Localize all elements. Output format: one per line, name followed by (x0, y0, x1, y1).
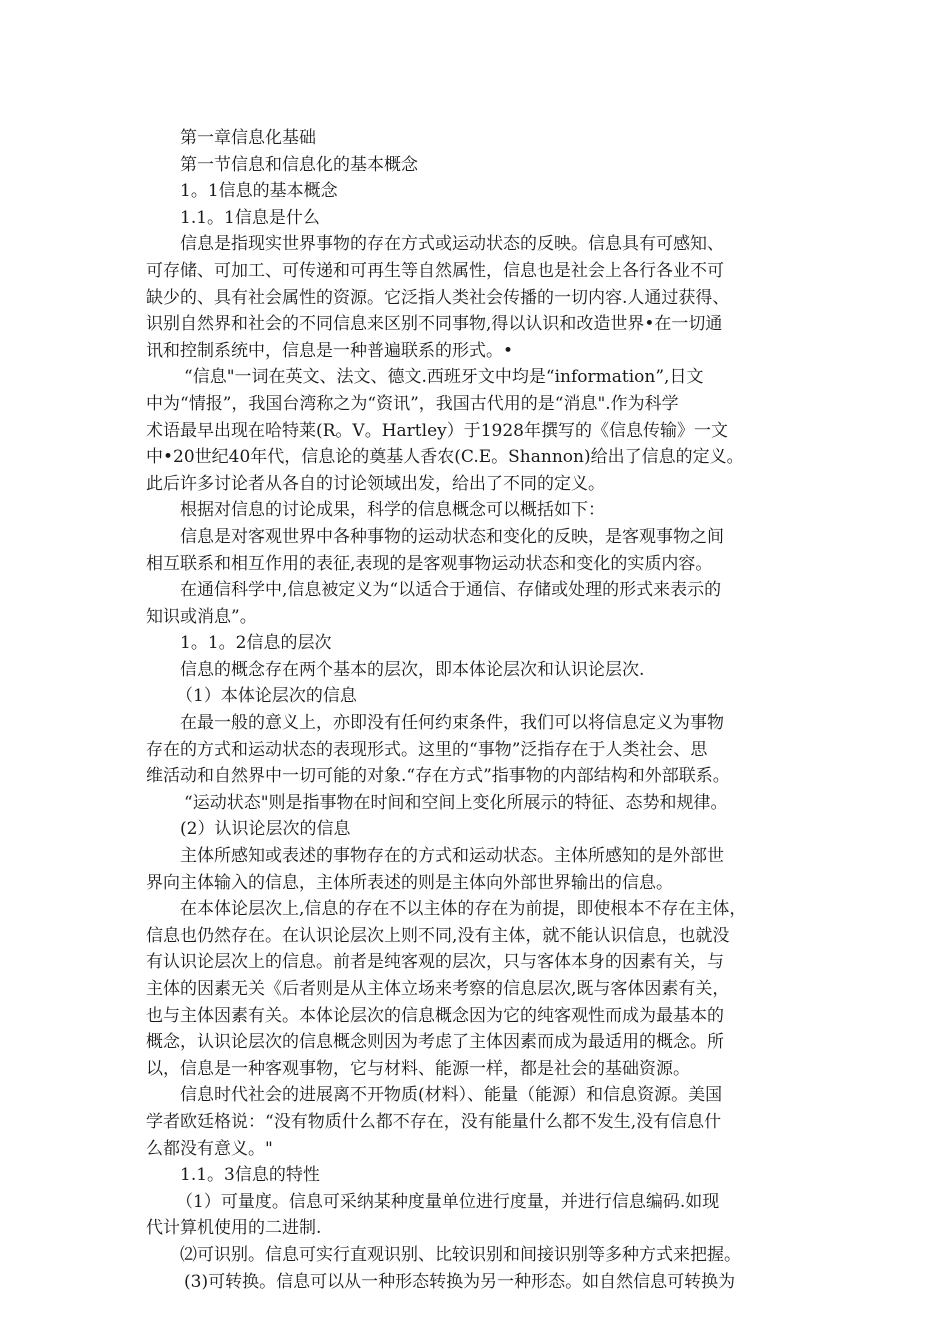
paragraph-line: 主体所感知或表述的事物存在的方式和运动状态。主体所感知的是外部世 (180, 846, 724, 867)
list-heading: （1）本体论层次的信息 (176, 686, 357, 707)
paragraph-line: 信息也仍然存在。在认识论层次上则不同,没有主体，就不能认识信息，也就没 (146, 925, 730, 946)
paragraph-line: 在通信科学中,信息被定义为“以适合于通信、存储或处理的形式来表示的 (180, 580, 722, 601)
paragraph-line: 可存储、可加工、可传递和可再生等自然属性，信息也是社会上各行各业不可 (146, 260, 724, 281)
paragraph-line: 学者欧廷格说：“没有物质什么都不存在，没有能量什么都不发生,没有信息什 (146, 1111, 722, 1132)
paragraph-line: 识别自然界和社会的不同信息来区别不同事物,得以认识和改造世界•在一切通 (146, 314, 723, 335)
paragraph-line: 信息是指现实世界事物的存在方式或运动状态的反映。信息具有可感知、 (180, 234, 724, 255)
paragraph-line: 根据对信息的讨论成果，科学的信息概念可以概括如下： (180, 500, 605, 521)
paragraph-line: 信息是对客观世界中各种事物的运动状态和变化的反映，是客观事物之间 (180, 526, 724, 547)
subsubsection-heading: 1.1。1信息是什么 (180, 207, 320, 228)
paragraph-line: 维活动和自然界中一切可能的对象.“存在方式”指事物的内部结构和外部联系。 (146, 766, 730, 787)
subsubsection-heading: 1。1。2信息的层次 (180, 633, 332, 654)
paragraph-line: 有认识论层次上的信息。前者是纯客观的层次，只与客体本身的因素有关，与 (146, 952, 724, 973)
paragraph-line: 界向主体输入的信息，主体所表述的则是主体向外部世界输出的信息。 (146, 872, 673, 893)
paragraph-line: 存在的方式和运动状态的表现形式。这里的“事物”泛指存在于人类社会、思 (146, 739, 708, 760)
paragraph-line: 以，信息是一种客观事物，它与材料、能源一样，都是社会的基础资源。 (146, 1058, 690, 1079)
paragraph-line: 知识或消息”。 (146, 606, 257, 627)
paragraph-line: 中为“情报”，我国台湾称之为“资讯”，我国古代用的是“消息".作为科学 (146, 393, 679, 414)
paragraph-line: 么都没有意义。" (146, 1138, 273, 1159)
subsection-heading: 1。1信息的基本概念 (180, 181, 338, 202)
paragraph-line: “运动状态"则是指事物在时间和空间上变化所展示的特征、态势和规律。 (184, 792, 728, 813)
list-item: (3)可转换。信息可以从一种形态转换为另一种形态。如自然信息可转换为 (184, 1271, 736, 1292)
document-page (146, 125, 806, 1295)
paragraph-line: 信息时代社会的进展离不开物质(材料）、能量（能源）和信息资源。美国 (180, 1085, 723, 1106)
paragraph-line: “信息"一词在英文、法文、德文.西班牙文中均是“information”,日文 (184, 367, 704, 388)
subsubsection-heading: 1.1。3信息的特性 (180, 1165, 320, 1186)
section-title: 第一节信息和信息化的基本概念 (180, 154, 418, 175)
paragraph-line: 此后许多讨论者从各自的讨论领域出发，给出了不同的定义。 (146, 473, 605, 494)
paragraph-line: 在本体论层次上,信息的存在不以主体的存在为前提，即使根本不存在主体， (180, 899, 747, 920)
list-item: ⑵可识别。信息可实行直观识别、比较识别和间接识别等多种方式来把握。 (180, 1244, 741, 1265)
paragraph-line: 中•20世纪40年代，信息论的奠基人香农(C.E。Shannon)给出了信息的定义。 (146, 447, 744, 468)
paragraph-line: 代计算机使用的二进制. (146, 1218, 322, 1239)
paragraph-line: 也与主体因素有关。本体论层次的信息概念因为它的纯客观性而成为最基本的 (146, 1005, 724, 1026)
paragraph-line: 信息的概念存在两个基本的层次，即本体论层次和认识论层次. (180, 659, 645, 680)
paragraph-line: 缺少的、具有社会属性的资源。它泛指人类社会传播的一切内容.人通过获得、 (146, 287, 730, 308)
paragraph-line: 相互联系和相互作用的表征,表现的是客观事物运动状态和变化的实质内容。 (146, 553, 713, 574)
list-heading: (2）认识论层次的信息 (180, 819, 351, 840)
paragraph-line: 概念，认识论层次的信息概念则因为考虑了主体因素而成为最适用的概念。所 (146, 1032, 724, 1053)
paragraph-line: 术语最早出现在哈特莱(R。V。Hartley）于1928年撰写的《信息传输》一文 (146, 420, 728, 441)
paragraph-line: 在最一般的意义上，亦即没有任何约束条件，我们可以将信息定义为事物 (180, 713, 724, 734)
paragraph-line: 主体的因素无关《后者则是从主体立场来考察的信息层次,既与客体因素有关， (146, 979, 730, 999)
chapter-title: 第一章信息化基础 (180, 128, 316, 148)
list-item: （1）可量度。信息可采纳某种度量单位进行度量，并进行信息编码.如现 (176, 1191, 720, 1212)
paragraph-line: 讯和控制系统中，信息是一种普遍联系的形式。• (146, 340, 514, 361)
